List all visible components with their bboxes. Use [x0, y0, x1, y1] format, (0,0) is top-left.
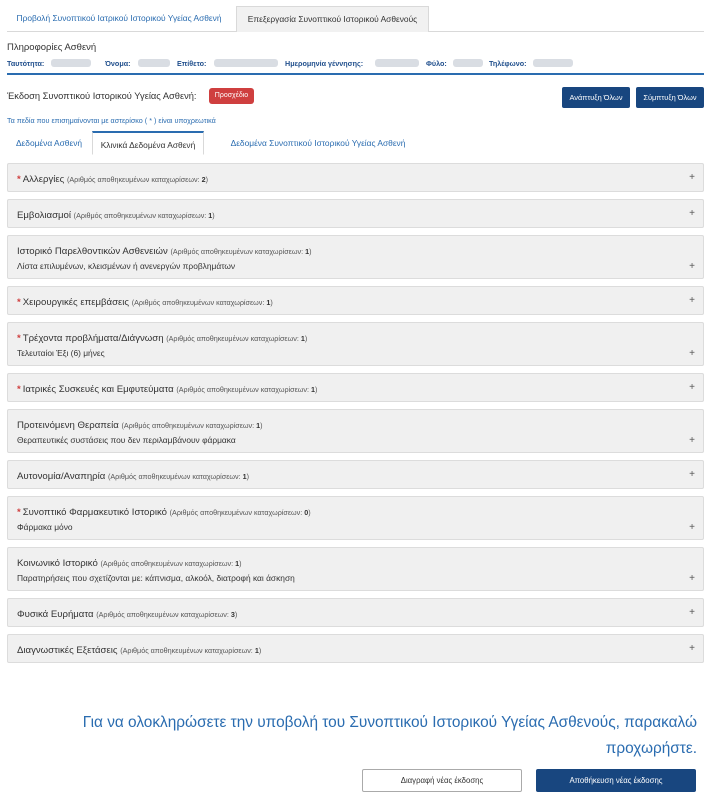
section-count-label: (Αριθμός αποθηκευμένων καταχωρίσεων: — [170, 247, 304, 256]
expand-icon[interactable]: + — [689, 261, 695, 272]
accordion-section[interactable] — [7, 163, 704, 192]
section-title: Ιατρικές Συσκευές και Εμφυτεύματα — [22, 384, 174, 395]
section-count-value: 1 — [256, 421, 261, 430]
section-header — [17, 506, 694, 519]
section-header — [17, 419, 694, 432]
section-count-value: 1 — [305, 247, 310, 256]
section-count: (Αριθμός αποθηκευμένων καταχωρίσεων: 1) — [131, 298, 273, 307]
required-asterisk: * — [17, 384, 21, 395]
section-count-label: (Αριθμός αποθηκευμένων καταχωρίσεων: — [166, 334, 299, 343]
top-tab-bar — [7, 6, 704, 32]
save-version-button[interactable]: Αποθήκευση νέας έκδοσης — [536, 769, 696, 792]
section-subtitle: Λίστα επιλυμένων, κλεισμένων ή ανενεργών προβλημάτων — [17, 261, 236, 271]
expand-icon[interactable]: + — [689, 435, 695, 446]
section-header — [17, 245, 694, 258]
section-count-label: (Αριθμός αποθηκευμένων καταχωρίσεων: — [120, 646, 253, 655]
section-title: Εμβολιασμοί — [17, 210, 71, 221]
patient-id-label: Ταυτότητα: — [7, 59, 45, 68]
section-count-value: 3 — [230, 610, 235, 619]
required-asterisk: * — [17, 297, 21, 308]
expand-icon[interactable]: + — [689, 643, 695, 654]
accordion-section[interactable] — [7, 496, 704, 540]
section-count: (Αριθμός αποθηκευμένων καταχωρίσεων: 1) — [120, 646, 262, 655]
section-count: (Αριθμός αποθηκευμένων καταχωρίσεων: 1) — [107, 472, 250, 481]
section-count-label: (Αριθμός αποθηκευμένων καταχωρίσεων: — [121, 421, 255, 430]
section-count: (Αριθμός αποθηκευμένων καταχωρίσεων: 3) — [96, 610, 238, 619]
patient-id-value — [51, 59, 91, 67]
expand-icon[interactable]: + — [689, 382, 695, 393]
section-header — [17, 383, 694, 396]
expand-icon[interactable]: + — [689, 172, 695, 183]
section-header — [17, 296, 694, 309]
section-header — [17, 608, 694, 621]
accordion-section[interactable] — [7, 409, 704, 453]
expand-icon[interactable]: + — [689, 522, 695, 533]
section-count-label: (Αριθμός αποθηκευμένων καταχωρίσεων: — [176, 385, 309, 394]
section-count-label: (Αριθμός αποθηκευμένων καταχωρίσεων: — [96, 610, 229, 619]
section-title: Φυσικά Ευρήματα — [17, 609, 94, 620]
section-header — [17, 209, 694, 222]
patient-gender-value — [453, 59, 483, 67]
section-title: Προτεινόμενη Θεραπεία — [17, 420, 119, 431]
section-header — [17, 644, 694, 657]
accordion-section[interactable] — [7, 322, 704, 366]
completion-message: Για να ολοκληρώσετε την υποβολή του Συνοπτικού Ιστορικού Υγείας Ασθενούς, παρακαλώ προχωρήστε. — [82, 714, 697, 757]
section-count-value: 0 — [304, 508, 309, 517]
accordion-section[interactable] — [7, 286, 704, 315]
section-count-value: 1 — [242, 472, 247, 481]
section-count: (Αριθμός αποθηκευμένων καταχωρίσεων: 0) — [169, 508, 311, 517]
section-count-label: (Αριθμός αποθηκευμένων καταχωρίσεων: — [66, 175, 200, 184]
tab-clinical-data[interactable]: Κλινικά Δεδομένα Ασθενή — [92, 131, 204, 155]
section-count-value: 1 — [266, 298, 271, 307]
status-badge: Προσχέδιο — [209, 88, 254, 104]
section-count: (Αριθμός αποθηκευμένων καταχωρίσεων: 1) — [100, 559, 242, 568]
accordion-section[interactable] — [7, 598, 704, 627]
section-header — [17, 332, 694, 345]
tab-view-summary[interactable]: Προβολή Συνοπτικού Ιατρικού Ιστορικού Υγείας Ασθενή — [16, 13, 222, 23]
section-count-value: 1 — [235, 559, 240, 568]
patient-info-row — [7, 59, 704, 75]
delete-version-button[interactable]: Διαγραφή νέας έκδοσης — [362, 769, 522, 792]
expand-all-button[interactable]: Ανάπτυξη Όλων — [562, 87, 630, 108]
section-header — [17, 470, 694, 483]
section-count-value: 1 — [254, 646, 259, 655]
section-title: Διαγνωστικές Εξετάσεις — [17, 645, 118, 656]
patient-gender-label: Φύλο: — [426, 59, 447, 68]
section-title: Αυτονομία/Αναπηρία — [17, 471, 106, 482]
patient-birthdate-value — [375, 59, 419, 67]
section-count-value: 1 — [310, 385, 315, 394]
required-asterisk: * — [17, 507, 21, 518]
patient-birthdate-label: Ημερομηνία γέννησης: — [285, 59, 364, 68]
patient-phone-value — [533, 59, 573, 67]
accordion-section[interactable] — [7, 373, 704, 402]
section-count: (Αριθμός αποθηκευμένων καταχωρίσεων: 1) — [73, 211, 215, 220]
section-count-value: 1 — [208, 211, 213, 220]
expand-icon[interactable]: + — [689, 469, 695, 480]
section-count: (Αριθμός αποθηκευμένων καταχωρίσεων: 1) — [176, 385, 318, 394]
required-asterisk: * — [17, 174, 21, 185]
section-count-value: 2 — [201, 175, 206, 184]
patient-lastname-label: Επίθετο: — [177, 59, 207, 68]
expand-icon[interactable]: + — [689, 348, 695, 359]
sub-tab-bar — [7, 131, 704, 155]
accordion-section[interactable] — [7, 235, 704, 279]
expand-icon[interactable]: + — [689, 295, 695, 306]
patient-info-heading: Πληροφορίες Ασθενή — [7, 42, 97, 53]
section-title: Τρέχοντα προβλήματα/Διάγνωση — [22, 333, 164, 344]
section-count-label: (Αριθμός αποθηκευμένων καταχωρίσεων: — [73, 211, 207, 220]
expand-icon[interactable]: + — [689, 208, 695, 219]
tab-summary-data[interactable]: Δεδομένα Συνοπτικού Ιστορικού Υγείας Ασθενή — [230, 138, 406, 148]
section-count-label: (Αριθμός αποθηκευμένων καταχωρίσεων: — [107, 472, 241, 481]
section-count: (Αριθμός αποθηκευμένων καταχωρίσεων: 2) — [66, 175, 208, 184]
required-fields-note: Τα πεδία που επισημαίνονται με αστερίσκο ( * ) είναι υποχρεωτικά — [7, 116, 216, 125]
patient-firstname-label: Όνομα: — [105, 59, 131, 68]
expand-icon[interactable]: + — [689, 573, 695, 584]
section-title: Συνοπτικό Φαρμακευτικό Ιστορικό — [22, 507, 167, 518]
section-title: Χειρουργικές επεμβάσεις — [22, 297, 130, 308]
section-count-label: (Αριθμός αποθηκευμένων καταχωρίσεων: — [100, 559, 234, 568]
section-title: Κοινωνικό Ιστορικό — [17, 558, 98, 569]
accordion-section[interactable] — [7, 199, 704, 228]
patient-firstname-value — [138, 59, 170, 67]
patient-phone-label: Τηλέφωνο: — [489, 59, 527, 68]
version-label: Έκδοση Συνοπτικού Ιστορικού Υγείας Ασθενή: — [7, 91, 197, 101]
accordion-section[interactable] — [7, 460, 704, 489]
section-header — [17, 557, 694, 570]
collapse-all-button[interactable]: Σύμπτυξη Όλων — [636, 87, 704, 108]
clinical-sections — [7, 163, 704, 670]
section-count: (Αριθμός αποθηκευμένων καταχωρίσεων: 1) — [166, 334, 308, 343]
section-count-label: (Αριθμός αποθηκευμένων καταχωρίσεων: — [169, 508, 303, 517]
section-count-value: 1 — [300, 334, 305, 343]
section-subtitle: Τελευταίοι Έξι (6) μήνες — [17, 348, 105, 358]
section-title: Αλλεργίες — [22, 174, 65, 185]
section-count: (Αριθμός αποθηκευμένων καταχωρίσεων: 1) — [121, 421, 263, 430]
required-asterisk: * — [17, 333, 21, 344]
accordion-section[interactable] — [7, 547, 704, 591]
patient-lastname-value — [214, 59, 278, 67]
tab-edit-summary[interactable]: Επεξεργασία Συνοπτικού Ιστορικού Ασθενούς — [236, 6, 429, 32]
section-header — [17, 173, 694, 186]
section-subtitle: Θεραπευτικές συστάσεις που δεν περιλαμβάνουν φάρμακα — [17, 435, 236, 445]
accordion-section[interactable] — [7, 634, 704, 663]
section-subtitle: Παρατηρήσεις που σχετίζονται με: κάπνισμα, αλκοόλ, διατροφή και άσκηση — [17, 573, 295, 583]
tab-patient-data[interactable]: Δεδομένα Ασθενή — [15, 138, 83, 148]
section-title: Ιστορικό Παρελθοντικών Ασθενειών — [17, 246, 168, 257]
expand-icon[interactable]: + — [689, 607, 695, 618]
section-subtitle: Φάρμακα μόνο — [17, 522, 73, 532]
section-count-label: (Αριθμός αποθηκευμένων καταχωρίσεων: — [131, 298, 265, 307]
section-count: (Αριθμός αποθηκευμένων καταχωρίσεων: 1) — [170, 247, 312, 256]
